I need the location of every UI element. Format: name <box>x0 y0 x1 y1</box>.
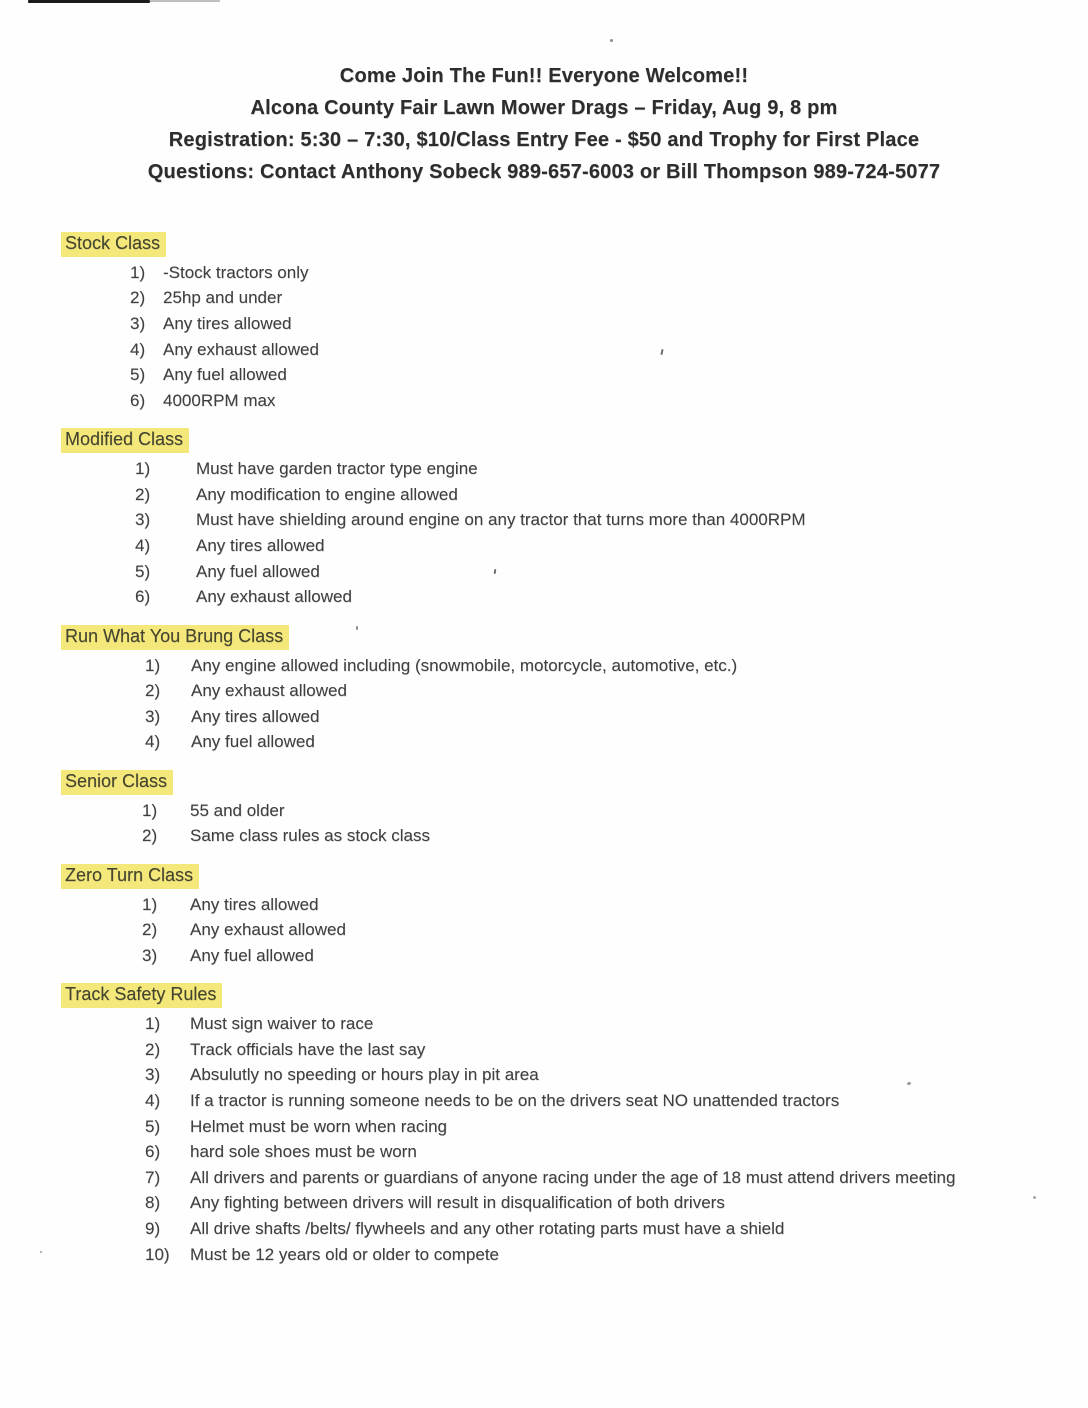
rule-text: Any fuel allowed <box>190 945 314 965</box>
rule-number: 8) <box>145 1193 161 1213</box>
rule-text: All drive shafts /belts/ flywheels and any other rotating parts must have a shield <box>190 1219 785 1238</box>
section-title-track-safety-rules: Track Safety Rules <box>61 983 222 1008</box>
rule-item <box>130 285 1088 311</box>
rule-item <box>135 482 1088 508</box>
rule-item <box>145 1242 1088 1268</box>
section-senior-class <box>65 770 1088 849</box>
rule-item <box>135 559 1088 585</box>
rule-text: Any tires allowed <box>196 535 325 555</box>
header-welcome-line: Come Join The Fun!! Everyone Welcome!! <box>339 65 749 87</box>
rule-text: Any exhaust allowed <box>190 920 346 940</box>
scan-artifact <box>40 1251 42 1253</box>
rule-number: 2) <box>145 1039 161 1059</box>
rule-item <box>145 1139 1088 1165</box>
rule-item <box>142 943 1088 969</box>
rule-item <box>145 1190 1088 1216</box>
rule-item <box>145 1011 1088 1037</box>
rule-text: 4000RPM max <box>163 390 276 410</box>
rule-text: Must be 12 years old or older to compete <box>190 1244 499 1264</box>
rule-number: 7) <box>145 1167 161 1187</box>
stock-class-rule-list <box>65 260 1088 414</box>
rule-number: 9) <box>145 1219 161 1238</box>
rule-item <box>130 311 1088 337</box>
section-title-modified-class: Modified Class <box>61 428 189 453</box>
rule-item <box>145 1088 1088 1114</box>
rule-number: 4) <box>130 339 146 359</box>
rule-number: 6) <box>130 390 146 410</box>
rule-number: 1) <box>135 459 151 479</box>
section-modified-class <box>65 428 1088 609</box>
rule-text: If a tractor is running someone needs to be on the drivers seat NO unattended tractors <box>190 1091 840 1111</box>
rule-item <box>142 892 1088 918</box>
rule-text: Any fighting between drivers will result in disqualification of both drivers <box>190 1193 725 1213</box>
rule-text: Any tires allowed <box>191 706 320 726</box>
header-event-line: Alcona County Fair Lawn Mower Drags – Friday, Aug 9, 8 pm <box>250 97 838 119</box>
rule-text: Track officials have the last say <box>190 1039 426 1059</box>
rule-number: 4) <box>145 732 161 752</box>
rule-item <box>145 1114 1088 1140</box>
rule-number: 2) <box>142 920 158 940</box>
rule-item <box>145 1165 1088 1191</box>
rule-number: 4) <box>145 1091 161 1111</box>
section-title-zero-turn-class: Zero Turn Class <box>61 864 199 889</box>
rule-item <box>130 260 1088 286</box>
track-safety-rule-list <box>65 1011 1088 1267</box>
rule-text: Any fuel allowed <box>191 732 315 752</box>
rule-item <box>145 678 1088 704</box>
rule-number: 6) <box>135 587 151 607</box>
rule-item <box>142 823 1088 849</box>
rule-number: 3) <box>142 945 158 965</box>
rule-text: Must have garden tractor type engine <box>196 459 478 479</box>
rule-number: 1) <box>145 655 161 675</box>
rule-text: Same class rules as stock class <box>190 826 430 846</box>
rule-text: Any fuel allowed <box>196 561 320 581</box>
section-title-stock-class: Stock Class <box>61 232 166 257</box>
rule-text: 55 and older <box>190 800 285 820</box>
rule-text: Any exhaust allowed <box>196 587 352 607</box>
rule-number: 1) <box>142 800 158 820</box>
rule-item <box>145 653 1088 679</box>
rule-number: 1) <box>130 262 146 282</box>
rule-item <box>135 507 1088 533</box>
rule-text: Any exhaust allowed <box>163 339 319 359</box>
rule-number: 1) <box>142 894 158 914</box>
section-zero-turn-class <box>65 864 1088 969</box>
rule-text: -Stock tractors only <box>163 262 309 282</box>
rule-text: 25hp and under <box>163 288 283 308</box>
rule-number: 4) <box>135 535 151 555</box>
rule-item <box>130 337 1088 363</box>
rule-item <box>135 533 1088 559</box>
rule-item <box>145 1062 1088 1088</box>
rule-text: Any exhaust allowed <box>191 681 347 701</box>
run-what-you-brung-rule-list <box>65 653 1088 755</box>
rule-item <box>145 1216 1088 1242</box>
rule-text: Any fuel allowed <box>163 365 287 385</box>
header-questions-line: Questions: Contact Anthony Sobeck 989-657-6003 or Bill Thompson 989-724-5077 <box>147 161 941 183</box>
section-title-run-what-you-brung: Run What You Brung Class <box>61 625 289 650</box>
rule-number: 3) <box>130 313 146 333</box>
rule-number: 3) <box>145 706 161 726</box>
rule-item <box>130 362 1088 388</box>
header-registration-line: Registration: 5:30 – 7:30, $10/Class Entry Fee - $50 and Trophy for First Place <box>168 129 920 151</box>
section-title-senior-class: Senior Class <box>61 770 173 795</box>
rule-number: 2) <box>145 681 161 701</box>
section-track-safety-rules <box>65 983 1088 1267</box>
zero-turn-class-rule-list <box>65 892 1088 969</box>
rule-number: 6) <box>145 1142 161 1162</box>
rule-item <box>142 798 1088 824</box>
rule-item <box>145 1037 1088 1063</box>
rule-item <box>145 729 1088 755</box>
rule-number: 10) <box>145 1244 170 1264</box>
rule-number: 2) <box>142 826 158 846</box>
senior-class-rule-list <box>65 798 1088 849</box>
rule-text: Any tires allowed <box>163 313 292 333</box>
flyer-body <box>65 232 1088 1267</box>
section-run-what-you-brung-class <box>65 625 1088 755</box>
rule-item <box>135 584 1088 610</box>
rule-number: 2) <box>130 288 146 308</box>
rule-number: 3) <box>135 510 151 530</box>
rule-text: Must have shielding around engine on any tractor that turns more than 4000RPM <box>196 510 806 530</box>
rule-text: All drivers and parents or guardians of anyone racing under the age of 18 must attend drivers meeting <box>190 1167 956 1187</box>
rule-item <box>142 917 1088 943</box>
modified-class-rule-list <box>65 456 1088 610</box>
section-stock-class <box>65 232 1088 413</box>
rule-item <box>145 704 1088 730</box>
flyer-header <box>0 0 1088 188</box>
rule-text: Any modification to engine allowed <box>196 484 458 504</box>
rule-number: 1) <box>145 1014 161 1034</box>
rule-number: 2) <box>135 484 151 504</box>
rule-number: 3) <box>145 1065 161 1085</box>
rule-number: 5) <box>135 561 151 581</box>
rule-number: 5) <box>145 1116 161 1136</box>
rule-text: hard sole shoes must be worn <box>190 1142 417 1162</box>
rule-item <box>135 456 1088 482</box>
rule-text: Any engine allowed including (snowmobile, motorcycle, automotive, etc.) <box>191 655 738 675</box>
rule-item <box>130 388 1088 414</box>
rule-text: Helmet must be worn when racing <box>190 1116 448 1136</box>
rule-text: Any tires allowed <box>190 894 319 914</box>
rule-text: Absulutly no speeding or hours play in pit area <box>190 1065 539 1085</box>
rule-number: 5) <box>130 365 146 385</box>
rule-text: Must sign waiver to race <box>190 1014 374 1034</box>
